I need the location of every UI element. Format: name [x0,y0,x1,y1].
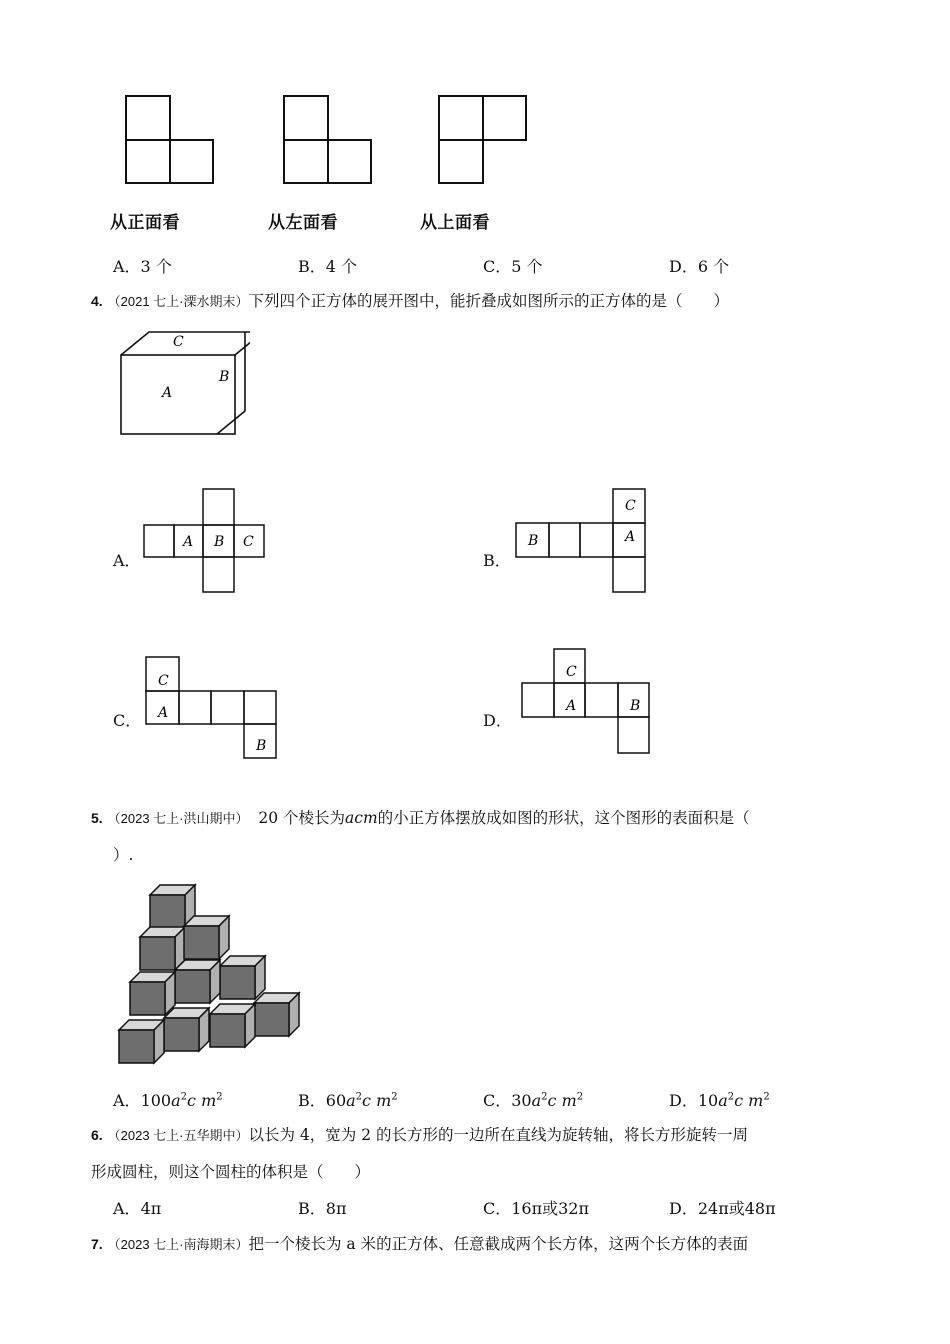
net-d-face-b: B [630,698,641,714]
q6-stem-line2: 形成圆柱，则这个圆柱的体积是（ ） [91,1163,371,1181]
q5-option-a-coef: 100 [140,1091,172,1110]
q6-stem [91,1123,748,1145]
q5-option-b-letter: B． [298,1091,326,1110]
q5-source: （2023 七上·洪山期中） [107,811,249,826]
q5-option-a-exp2: 2 [216,1091,223,1103]
q4-source: （2021 七上·溧水期末） [107,294,249,309]
left-view-figure [278,90,378,190]
q4-option-d-net[interactable] [518,645,658,760]
net-c-face-a: A [158,705,169,721]
q5-option-c-letter: C． [483,1091,512,1110]
q5-option-a-letter: A． [113,1091,141,1110]
q5-option-c-var: a [531,1091,542,1110]
front-view-label: 从正面看 [110,213,180,233]
q6-option-d[interactable] [669,1196,776,1219]
q5-text-pre: 20 个棱长为 [258,809,346,827]
q5-option-a[interactable] [113,1088,223,1111]
q6-source: （2023 七上·五华期中） [107,1128,249,1143]
q6-option-d-value: 24π或48π [697,1199,776,1218]
q5-option-d-unit: c m [734,1091,764,1110]
q6-option-a-value: 4π [140,1199,162,1218]
q6-option-b[interactable] [298,1196,346,1219]
q5-option-b-coef: 60 [325,1091,347,1110]
q7-stem [91,1232,748,1254]
q6-number: 6. [91,1127,103,1143]
q6-option-d-letter: D． [669,1199,698,1218]
q7-number: 7. [91,1236,103,1252]
net-b-face-a: A [625,529,636,545]
q5-text-var: a [345,809,355,827]
net-b-face-c: C [625,498,636,514]
q4-text: 下列四个正方体的展开图中，能折叠成如图所示的正方体的是（ ） [248,292,730,310]
q6-option-c[interactable] [483,1196,589,1219]
net-a-face-a: A [183,534,194,550]
net-c-face-b: B [256,738,267,754]
q3-option-a[interactable]: A．3 个 [113,257,172,276]
q4-stem [91,289,729,311]
q4-option-a-net[interactable] [140,485,270,595]
q5-text-post: 的小正方体摆放成如图的形状，这个图形的表面积是（ [377,809,750,827]
q4-number: 4. [91,293,103,309]
net-d-face-a: A [566,698,577,714]
q4-option-a-letter[interactable]: A． [113,551,141,570]
q4-option-c-letter[interactable]: C． [113,711,142,730]
q5-stem-line2: ）. [113,846,134,864]
q5-option-a-var: a [171,1091,181,1110]
q5-option-c-coef: 30 [511,1091,532,1110]
q5-option-c-exp1: 2 [541,1091,548,1103]
q5-cube-stack-figure [112,880,307,1070]
q6-line1: 以长为 4，宽为 2 的长方形的一边所在直线为旋转轴，将长方形旋转一周 [248,1126,749,1144]
q4-option-b-letter[interactable]: B． [483,551,511,570]
q3-option-c[interactable]: C．5 个 [483,257,543,276]
q5-stem [91,806,750,828]
q4-option-c-net[interactable] [142,653,282,765]
q5-option-b-unit: c m [362,1091,392,1110]
q5-option-a-unit: c m [187,1091,217,1110]
q6-option-a-letter: A． [113,1199,141,1218]
q5-option-b-exp1: 2 [355,1091,363,1103]
left-view-label: 从左面看 [268,213,338,233]
q6-option-c-letter: C． [483,1199,512,1218]
q5-number: 5. [91,810,103,826]
front-view-figure [120,90,220,190]
cube-face-top-label: C [173,334,184,350]
q4-option-b-net[interactable] [512,485,652,597]
q5-option-c-unit: c m [547,1091,577,1110]
q5-option-b[interactable] [298,1088,398,1111]
net-b-face-b: B [528,533,539,549]
q4-option-d-letter[interactable]: D． [483,711,512,730]
q5-option-a-exp1: 2 [180,1091,188,1103]
cube-face-right-label: B [219,369,230,385]
q5-option-d-var: a [718,1091,728,1110]
q6-option-a[interactable] [113,1196,161,1219]
q5-option-d-exp1: 2 [727,1091,735,1103]
cube-face-front-label: A [162,385,173,401]
top-view-figure [433,90,533,190]
q5-option-d[interactable] [669,1088,770,1111]
q7-source: （2023 七上·南海期末） [107,1237,249,1252]
q5-option-c[interactable] [483,1088,583,1111]
q6-option-b-value: 8π [325,1199,347,1218]
q4-cube-figure [115,325,250,440]
q5-option-d-coef: 10 [697,1091,719,1110]
net-a-face-b: B [214,534,225,550]
q5-option-c-exp2: 2 [576,1091,584,1103]
q7-text: 把一个棱长为 a 米的正方体、任意截成两个长方体，这两个长方体的表面 [248,1235,749,1253]
q5-option-d-letter: D． [669,1091,698,1110]
q5-option-b-exp2: 2 [391,1091,398,1103]
q3-option-b[interactable]: B．4 个 [298,257,358,276]
q5-option-b-var: a [346,1091,356,1110]
q5-text-unit: cm [354,809,378,827]
q5-option-d-exp2: 2 [763,1091,770,1103]
net-d-face-c: C [566,664,577,680]
net-c-face-c: C [158,673,169,689]
q6-option-b-letter: B． [298,1199,326,1218]
top-view-label: 从上面看 [420,213,490,233]
q3-option-d[interactable]: D．6 个 [669,257,730,276]
q6-option-c-value: 16π或32π [511,1199,590,1218]
net-a-face-c: C [243,534,254,550]
